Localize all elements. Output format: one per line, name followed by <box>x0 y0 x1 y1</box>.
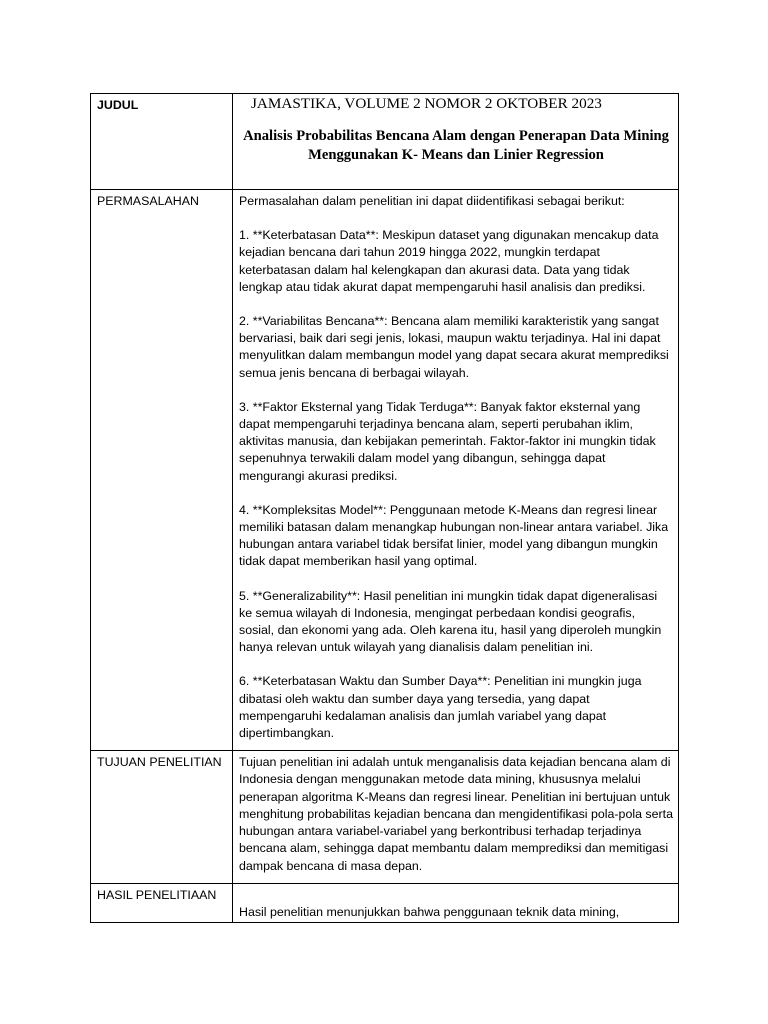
tujuan-label: TUJUAN PENELITIAN <box>91 751 233 883</box>
permasalahan-item: 3. **Faktor Eksternal yang Tidak Terduga**: Banyak faktor eksternal yang dapat mempengaruhi terjadinya bencana alam, seperti perubahan iklim, aktivitas manusia, dan kebijakan pemerintah. Faktor-faktor ini mungkin tidak sepenuhnya terwakili dalam model yang dibangun, sehingga dapat mengurangi akurasi prediksi. <box>239 399 656 483</box>
judul-content <box>233 94 679 190</box>
tujuan-content: Tujuan penelitian ini adalah untuk menganalisis data kejadian bencana alam di Indonesia dengan menggunakan metode data mining, khususnya melalui penerapan algoritma K-Means dan regresi linear. Penelitian ini bertujuan untuk menghitung probabilitas kejadian bencana dan mengidentifikasi pola-pola serta hubungan antara variabel-variabel yang berkontribusi terhadap terjadinya bencana alam, sehingga dapat membantu dalam memprediksi dan memitigasi dampak bencana di masa depan. <box>233 751 679 883</box>
permasalahan-label: PERMASALAHAN <box>91 190 233 751</box>
permasalahan-content <box>233 190 679 751</box>
row-hasil <box>91 883 679 922</box>
judul-label: JUDUL <box>91 94 233 190</box>
hasil-text: Hasil penelitian menunjukkan bahwa penggunaan teknik data mining, <box>239 904 620 919</box>
row-tujuan <box>91 751 679 883</box>
row-permasalahan <box>91 190 679 751</box>
permasalahan-item: 1. **Keterbatasan Data**: Meskipun dataset yang digunakan mencakup data kejadian bencana dari tahun 2019 hingga 2022, mungkin terdapat keterbatasan dalam hal kelengkapan dan akurasi data. Data yang tidak lengkap atau tidak akurat dapat mempengaruhi hasil analisis dan prediksi. <box>239 228 659 294</box>
row-judul <box>91 94 679 190</box>
paper-title: Analisis Probabilitas Bencana Alam dengan Penerapan Data Mining Menggunakan K- Means dan Linier Regression <box>243 128 669 163</box>
permasalahan-item: 6. **Keterbatasan Waktu dan Sumber Daya**: Penelitian ini mungkin juga dibatasi oleh waktu dan sumber daya yang tersedia, yang dapat mempengaruhi kedalaman analisis dan jumlah variabel yang dapat dipertimbangkan. <box>239 674 642 741</box>
permasalahan-item: 2. **Variabilitas Bencana**: Bencana alam memiliki karakteristik yang sangat bervariasi, baik dari segi jenis, lokasi, maupun waktu terjadinya. Hal ini dapat menyulitkan dalam membangun model yang dapat secara akurat memprediksi semua jenis bencana di berbagai wilayah. <box>239 314 669 380</box>
permasalahan-item: 4. **Kompleksitas Model**: Penggunaan metode K-Means dan regresi linear memiliki batasan dalam menangkap hubungan non-linear antara variabel. Jika hubungan antara variabel tidak bersifat linier, model yang dibangun mungkin tidak dapat memberikan hasil yang optimal. <box>239 502 669 569</box>
hasil-content <box>233 883 679 922</box>
hasil-label: HASIL PENELITIAAN <box>91 883 233 922</box>
permasalahan-intro: Permasalahan dalam penelitian ini dapat diidentifikasi sebagai berikut: <box>239 194 625 208</box>
permasalahan-item: 5. **Generalizability**: Hasil penelitian ini mungkin tidak dapat digeneralisasi ke semua wilayah di Indonesia, mengingat perbedaan kondisi geografis, sosial, dan ekonomi yang ada. Oleh karena itu, hasil yang diperoleh mungkin hanya relevan untuk wilayah yang dianalisis dalam penelitian ini. <box>239 588 662 655</box>
journal-info: JAMASTIKA, VOLUME 2 NOMOR 2 OKTOBER 2023 <box>251 95 602 112</box>
summary-table <box>90 93 679 923</box>
